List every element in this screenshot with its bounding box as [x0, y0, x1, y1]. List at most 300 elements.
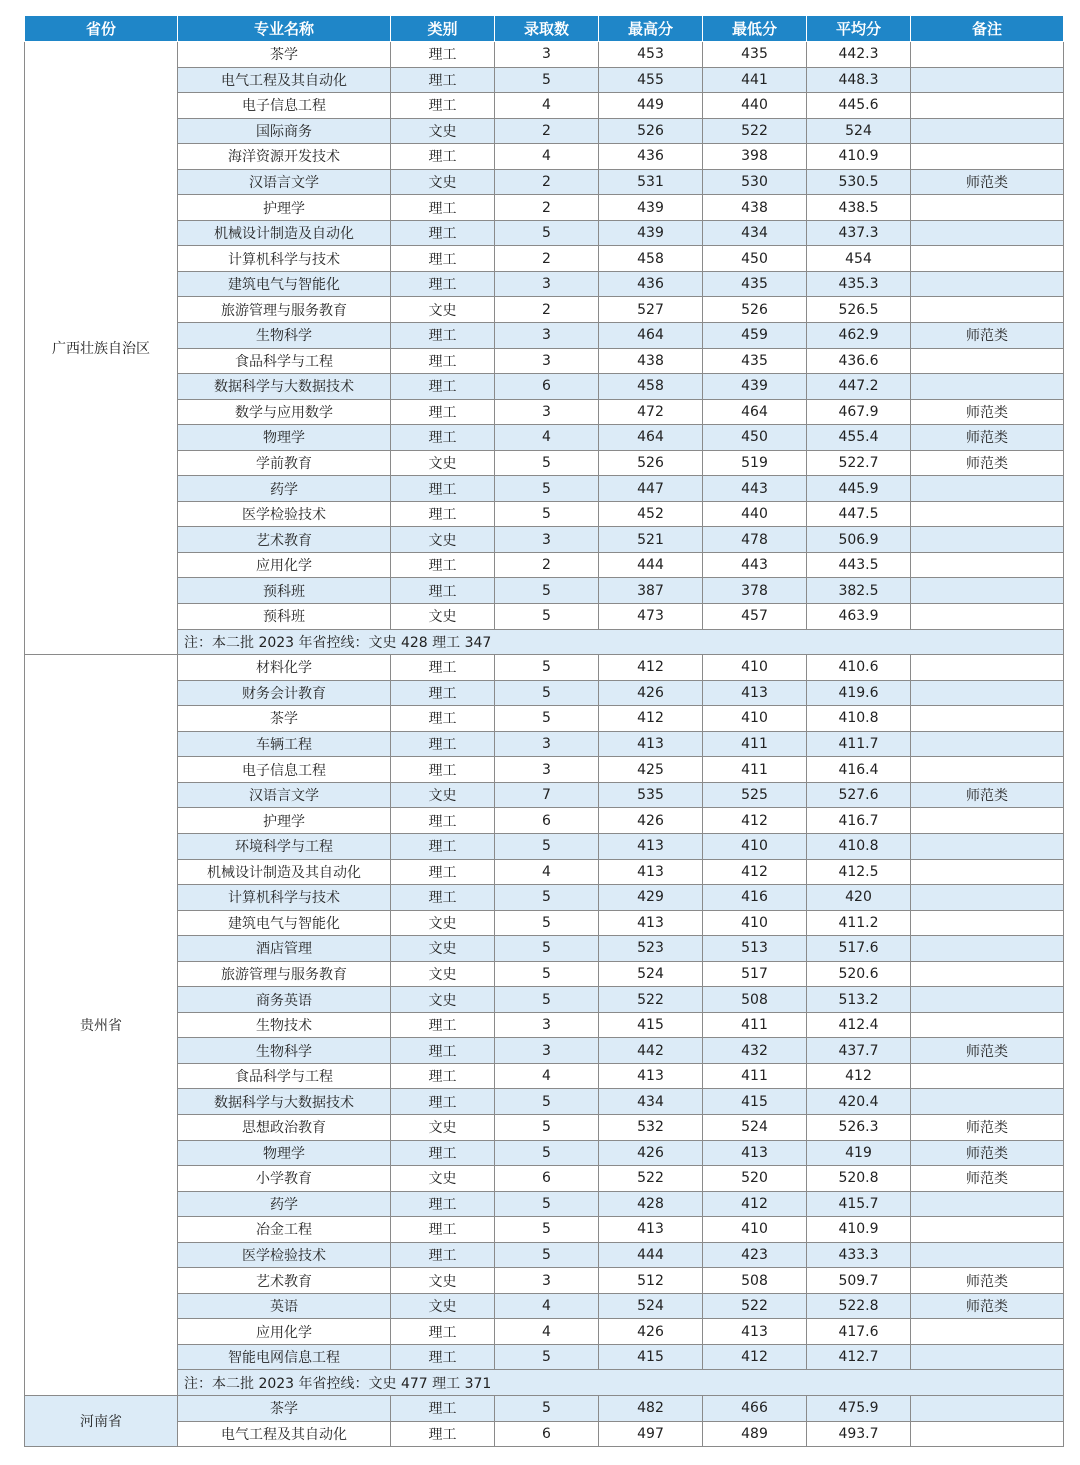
category-cell: 文史 — [391, 527, 495, 553]
category-cell: 理工 — [391, 1344, 495, 1370]
max-score-cell: 436 — [599, 271, 703, 297]
remarks-cell — [911, 731, 1064, 757]
table-row — [25, 757, 1064, 783]
table-row — [25, 1140, 1064, 1166]
min-score-cell: 411 — [703, 1063, 807, 1089]
table-row — [25, 782, 1064, 808]
min-score-cell: 440 — [703, 93, 807, 119]
admission-table-container — [24, 15, 1063, 1447]
remarks-cell: 师范类 — [911, 1114, 1064, 1140]
category-cell: 理工 — [391, 1191, 495, 1217]
avg-score-cell: 524 — [807, 118, 911, 144]
table-row — [25, 731, 1064, 757]
avg-score-cell: 411.7 — [807, 731, 911, 757]
avg-score-cell: 526.3 — [807, 1114, 911, 1140]
table-header-row — [25, 16, 1064, 42]
min-score-cell: 530 — [703, 169, 807, 195]
major-cell: 数据科学与大数据技术 — [178, 1089, 391, 1115]
max-score-cell: 436 — [599, 144, 703, 170]
category-cell: 理工 — [391, 476, 495, 502]
table-row — [25, 655, 1064, 681]
min-score-cell: 410 — [703, 1217, 807, 1243]
category-cell: 理工 — [391, 1421, 495, 1447]
avg-score-cell: 467.9 — [807, 399, 911, 425]
avg-score-cell: 462.9 — [807, 323, 911, 349]
max-score-cell: 458 — [599, 246, 703, 272]
category-cell: 文史 — [391, 604, 495, 630]
remarks-cell — [911, 1395, 1064, 1421]
category-cell: 理工 — [391, 833, 495, 859]
remarks-cell — [911, 195, 1064, 221]
major-cell: 旅游管理与服务教育 — [178, 297, 391, 323]
remarks-cell — [911, 93, 1064, 119]
max-score-cell: 524 — [599, 961, 703, 987]
avg-score-cell: 506.9 — [807, 527, 911, 553]
remarks-cell — [911, 808, 1064, 834]
table-row — [25, 42, 1064, 68]
table-row — [25, 118, 1064, 144]
cutoff-note: 注：本二批 2023 年省控线：文史 428 理工 347 — [178, 629, 1064, 655]
avg-score-cell: 455.4 — [807, 425, 911, 451]
admitted-cell: 3 — [495, 731, 599, 757]
min-score-cell: 423 — [703, 1242, 807, 1268]
major-cell: 生物科学 — [178, 323, 391, 349]
major-cell: 材料化学 — [178, 655, 391, 681]
remarks-cell — [911, 578, 1064, 604]
max-score-cell: 426 — [599, 1319, 703, 1345]
major-cell: 护理学 — [178, 808, 391, 834]
min-score-cell: 459 — [703, 323, 807, 349]
major-cell: 电子信息工程 — [178, 757, 391, 783]
major-cell: 英语 — [178, 1293, 391, 1319]
min-score-cell: 450 — [703, 425, 807, 451]
min-score-cell: 410 — [703, 910, 807, 936]
header-major: 专业名称 — [178, 16, 391, 42]
avg-score-cell: 435.3 — [807, 271, 911, 297]
category-cell: 文史 — [391, 782, 495, 808]
remarks-cell: 师范类 — [911, 1293, 1064, 1319]
major-cell: 茶学 — [178, 706, 391, 732]
remarks-cell — [911, 987, 1064, 1013]
major-cell: 国际商务 — [178, 118, 391, 144]
major-cell: 数学与应用数学 — [178, 399, 391, 425]
admitted-cell: 2 — [495, 552, 599, 578]
max-score-cell: 527 — [599, 297, 703, 323]
major-cell: 生物科学 — [178, 1038, 391, 1064]
min-score-cell: 438 — [703, 195, 807, 221]
max-score-cell: 526 — [599, 118, 703, 144]
remarks-cell — [911, 885, 1064, 911]
max-score-cell: 387 — [599, 578, 703, 604]
max-score-cell: 464 — [599, 323, 703, 349]
admitted-cell: 5 — [495, 885, 599, 911]
remarks-cell — [911, 476, 1064, 502]
header-avg-score: 平均分 — [807, 16, 911, 42]
admitted-cell: 7 — [495, 782, 599, 808]
max-score-cell: 455 — [599, 67, 703, 93]
admitted-cell: 2 — [495, 118, 599, 144]
table-row — [25, 1268, 1064, 1294]
table-row — [25, 808, 1064, 834]
major-cell: 车辆工程 — [178, 731, 391, 757]
table-row — [25, 1166, 1064, 1192]
min-score-cell: 412 — [703, 808, 807, 834]
category-cell: 理工 — [391, 323, 495, 349]
min-score-cell: 411 — [703, 1012, 807, 1038]
max-score-cell: 458 — [599, 374, 703, 400]
table-row — [25, 706, 1064, 732]
table-row — [25, 1293, 1064, 1319]
category-cell: 理工 — [391, 42, 495, 68]
major-cell: 商务英语 — [178, 987, 391, 1013]
category-cell: 文史 — [391, 1166, 495, 1192]
remarks-cell — [911, 910, 1064, 936]
avg-score-cell: 445.9 — [807, 476, 911, 502]
category-cell: 文史 — [391, 297, 495, 323]
major-cell: 冶金工程 — [178, 1217, 391, 1243]
remarks-cell — [911, 936, 1064, 962]
admitted-cell: 5 — [495, 604, 599, 630]
category-cell: 理工 — [391, 808, 495, 834]
category-cell: 理工 — [391, 885, 495, 911]
table-row — [25, 1089, 1064, 1115]
avg-score-cell: 417.6 — [807, 1319, 911, 1345]
avg-score-cell: 454 — [807, 246, 911, 272]
cutoff-note: 注：本二批 2023 年省控线：文史 477 理工 371 — [178, 1370, 1064, 1396]
avg-score-cell: 520.8 — [807, 1166, 911, 1192]
category-cell: 文史 — [391, 118, 495, 144]
max-score-cell: 522 — [599, 987, 703, 1013]
category-cell: 理工 — [391, 731, 495, 757]
max-score-cell: 438 — [599, 348, 703, 374]
min-score-cell: 526 — [703, 297, 807, 323]
min-score-cell: 412 — [703, 1191, 807, 1217]
table-row — [25, 220, 1064, 246]
category-cell: 理工 — [391, 757, 495, 783]
table-row — [25, 1191, 1064, 1217]
category-cell: 理工 — [391, 655, 495, 681]
max-score-cell: 449 — [599, 93, 703, 119]
max-score-cell: 482 — [599, 1395, 703, 1421]
major-cell: 旅游管理与服务教育 — [178, 961, 391, 987]
remarks-cell: 师范类 — [911, 425, 1064, 451]
min-score-cell: 508 — [703, 987, 807, 1013]
admitted-cell: 2 — [495, 169, 599, 195]
category-cell: 理工 — [391, 144, 495, 170]
note-row — [25, 1370, 1064, 1396]
major-cell: 预科班 — [178, 604, 391, 630]
major-cell: 艺术教育 — [178, 527, 391, 553]
avg-score-cell: 448.3 — [807, 67, 911, 93]
admitted-cell: 5 — [495, 680, 599, 706]
remarks-cell — [911, 833, 1064, 859]
province-cell: 贵州省 — [25, 655, 178, 1396]
major-cell: 思想政治教育 — [178, 1114, 391, 1140]
admitted-cell: 5 — [495, 501, 599, 527]
min-score-cell: 464 — [703, 399, 807, 425]
max-score-cell: 512 — [599, 1268, 703, 1294]
min-score-cell: 412 — [703, 859, 807, 885]
major-cell: 财务会计教育 — [178, 680, 391, 706]
max-score-cell: 521 — [599, 527, 703, 553]
min-score-cell: 412 — [703, 1344, 807, 1370]
table-row — [25, 501, 1064, 527]
table-row — [25, 1421, 1064, 1447]
max-score-cell: 412 — [599, 655, 703, 681]
min-score-cell: 439 — [703, 374, 807, 400]
admitted-cell: 5 — [495, 936, 599, 962]
major-cell: 建筑电气与智能化 — [178, 910, 391, 936]
major-cell: 智能电网信息工程 — [178, 1344, 391, 1370]
avg-score-cell: 419 — [807, 1140, 911, 1166]
admitted-cell: 3 — [495, 1038, 599, 1064]
max-score-cell: 464 — [599, 425, 703, 451]
max-score-cell: 453 — [599, 42, 703, 68]
header-min-score: 最低分 — [703, 16, 807, 42]
remarks-cell: 师范类 — [911, 1140, 1064, 1166]
max-score-cell: 413 — [599, 1217, 703, 1243]
table-row — [25, 374, 1064, 400]
major-cell: 预科班 — [178, 578, 391, 604]
table-row — [25, 1242, 1064, 1268]
admitted-cell: 5 — [495, 1140, 599, 1166]
major-cell: 艺术教育 — [178, 1268, 391, 1294]
table-row — [25, 859, 1064, 885]
admitted-cell: 5 — [495, 706, 599, 732]
table-row — [25, 195, 1064, 221]
table-row — [25, 425, 1064, 451]
remarks-cell — [911, 1063, 1064, 1089]
table-row — [25, 936, 1064, 962]
table-row — [25, 323, 1064, 349]
table-row — [25, 527, 1064, 553]
min-score-cell: 413 — [703, 1319, 807, 1345]
remarks-cell — [911, 706, 1064, 732]
admitted-cell: 3 — [495, 323, 599, 349]
major-cell: 小学教育 — [178, 1166, 391, 1192]
category-cell: 理工 — [391, 501, 495, 527]
avg-score-cell: 517.6 — [807, 936, 911, 962]
max-score-cell: 413 — [599, 833, 703, 859]
category-cell: 理工 — [391, 195, 495, 221]
avg-score-cell: 420 — [807, 885, 911, 911]
admitted-cell: 5 — [495, 578, 599, 604]
category-cell: 理工 — [391, 1089, 495, 1115]
table-row — [25, 144, 1064, 170]
admitted-cell: 3 — [495, 42, 599, 68]
category-cell: 理工 — [391, 1012, 495, 1038]
avg-score-cell: 416.4 — [807, 757, 911, 783]
province-cell: 河南省 — [25, 1395, 178, 1446]
category-cell: 理工 — [391, 246, 495, 272]
major-cell: 计算机科学与技术 — [178, 885, 391, 911]
category-cell: 理工 — [391, 348, 495, 374]
min-score-cell: 519 — [703, 450, 807, 476]
admitted-cell: 5 — [495, 1344, 599, 1370]
avg-score-cell: 530.5 — [807, 169, 911, 195]
major-cell: 学前教育 — [178, 450, 391, 476]
admitted-cell: 4 — [495, 1319, 599, 1345]
remarks-cell — [911, 1344, 1064, 1370]
table-row — [25, 1344, 1064, 1370]
remarks-cell — [911, 604, 1064, 630]
header-admitted: 录取数 — [495, 16, 599, 42]
admitted-cell: 5 — [495, 1217, 599, 1243]
table-row — [25, 169, 1064, 195]
min-score-cell: 435 — [703, 348, 807, 374]
admitted-cell: 6 — [495, 374, 599, 400]
category-cell: 文史 — [391, 961, 495, 987]
avg-score-cell: 410.8 — [807, 833, 911, 859]
major-cell: 电气工程及其自动化 — [178, 67, 391, 93]
category-cell: 文史 — [391, 936, 495, 962]
avg-score-cell: 412.7 — [807, 1344, 911, 1370]
category-cell: 理工 — [391, 578, 495, 604]
admitted-cell: 5 — [495, 220, 599, 246]
admitted-cell: 3 — [495, 348, 599, 374]
category-cell: 理工 — [391, 271, 495, 297]
admitted-cell: 5 — [495, 987, 599, 1013]
max-score-cell: 531 — [599, 169, 703, 195]
province-cell: 广西壮族自治区 — [25, 42, 178, 655]
min-score-cell: 440 — [703, 501, 807, 527]
admitted-cell: 5 — [495, 910, 599, 936]
avg-score-cell: 382.5 — [807, 578, 911, 604]
category-cell: 理工 — [391, 1319, 495, 1345]
table-row — [25, 680, 1064, 706]
admitted-cell: 6 — [495, 1421, 599, 1447]
category-cell: 理工 — [391, 93, 495, 119]
remarks-cell — [911, 1191, 1064, 1217]
admitted-cell: 5 — [495, 833, 599, 859]
min-score-cell: 435 — [703, 42, 807, 68]
min-score-cell: 522 — [703, 1293, 807, 1319]
avg-score-cell: 410.9 — [807, 1217, 911, 1243]
max-score-cell: 412 — [599, 706, 703, 732]
min-score-cell: 415 — [703, 1089, 807, 1115]
category-cell: 文史 — [391, 910, 495, 936]
admitted-cell: 5 — [495, 961, 599, 987]
min-score-cell: 410 — [703, 833, 807, 859]
avg-score-cell: 520.6 — [807, 961, 911, 987]
table-row — [25, 93, 1064, 119]
remarks-cell — [911, 220, 1064, 246]
avg-score-cell: 410.9 — [807, 144, 911, 170]
min-score-cell: 441 — [703, 67, 807, 93]
min-score-cell: 489 — [703, 1421, 807, 1447]
table-row — [25, 961, 1064, 987]
remarks-cell — [911, 552, 1064, 578]
admitted-cell: 6 — [495, 808, 599, 834]
header-category: 类别 — [391, 16, 495, 42]
max-score-cell: 524 — [599, 1293, 703, 1319]
major-cell: 汉语言文学 — [178, 782, 391, 808]
table-row — [25, 910, 1064, 936]
major-cell: 汉语言文学 — [178, 169, 391, 195]
max-score-cell: 523 — [599, 936, 703, 962]
category-cell: 理工 — [391, 552, 495, 578]
min-score-cell: 524 — [703, 1114, 807, 1140]
max-score-cell: 426 — [599, 808, 703, 834]
category-cell: 理工 — [391, 1063, 495, 1089]
admitted-cell: 4 — [495, 425, 599, 451]
remarks-cell — [911, 271, 1064, 297]
remarks-cell: 师范类 — [911, 169, 1064, 195]
min-score-cell: 413 — [703, 680, 807, 706]
min-score-cell: 513 — [703, 936, 807, 962]
remarks-cell — [911, 859, 1064, 885]
major-cell: 医学检验技术 — [178, 501, 391, 527]
remarks-cell — [911, 655, 1064, 681]
min-score-cell: 434 — [703, 220, 807, 246]
table-row — [25, 578, 1064, 604]
avg-score-cell: 437.3 — [807, 220, 911, 246]
avg-score-cell: 445.6 — [807, 93, 911, 119]
remarks-cell: 师范类 — [911, 1166, 1064, 1192]
min-score-cell: 457 — [703, 604, 807, 630]
admitted-cell: 4 — [495, 859, 599, 885]
min-score-cell: 443 — [703, 552, 807, 578]
remarks-cell — [911, 527, 1064, 553]
table-row — [25, 246, 1064, 272]
admitted-cell: 5 — [495, 67, 599, 93]
remarks-cell — [911, 348, 1064, 374]
avg-score-cell: 415.7 — [807, 1191, 911, 1217]
max-score-cell: 472 — [599, 399, 703, 425]
major-cell: 护理学 — [178, 195, 391, 221]
table-row — [25, 833, 1064, 859]
table-row — [25, 1395, 1064, 1421]
max-score-cell: 413 — [599, 1063, 703, 1089]
category-cell: 理工 — [391, 1140, 495, 1166]
avg-score-cell: 526.5 — [807, 297, 911, 323]
admitted-cell: 5 — [495, 1114, 599, 1140]
min-score-cell: 466 — [703, 1395, 807, 1421]
remarks-cell — [911, 501, 1064, 527]
category-cell: 理工 — [391, 1038, 495, 1064]
avg-score-cell: 447.2 — [807, 374, 911, 400]
category-cell: 理工 — [391, 1242, 495, 1268]
remarks-cell: 师范类 — [911, 450, 1064, 476]
avg-score-cell: 442.3 — [807, 42, 911, 68]
avg-score-cell: 412.5 — [807, 859, 911, 885]
admitted-cell: 5 — [495, 655, 599, 681]
remarks-cell — [911, 42, 1064, 68]
avg-score-cell: 493.7 — [807, 1421, 911, 1447]
admitted-cell: 4 — [495, 1063, 599, 1089]
avg-score-cell: 447.5 — [807, 501, 911, 527]
table-row — [25, 348, 1064, 374]
table-row — [25, 604, 1064, 630]
table-row — [25, 552, 1064, 578]
max-score-cell: 413 — [599, 731, 703, 757]
category-cell: 理工 — [391, 399, 495, 425]
admitted-cell: 3 — [495, 1268, 599, 1294]
max-score-cell: 452 — [599, 501, 703, 527]
category-cell: 文史 — [391, 169, 495, 195]
table-row — [25, 1038, 1064, 1064]
min-score-cell: 378 — [703, 578, 807, 604]
table-row — [25, 67, 1064, 93]
avg-score-cell: 410.8 — [807, 706, 911, 732]
min-score-cell: 520 — [703, 1166, 807, 1192]
remarks-cell — [911, 1089, 1064, 1115]
max-score-cell: 425 — [599, 757, 703, 783]
max-score-cell: 434 — [599, 1089, 703, 1115]
max-score-cell: 415 — [599, 1344, 703, 1370]
major-cell: 应用化学 — [178, 552, 391, 578]
avg-score-cell: 475.9 — [807, 1395, 911, 1421]
